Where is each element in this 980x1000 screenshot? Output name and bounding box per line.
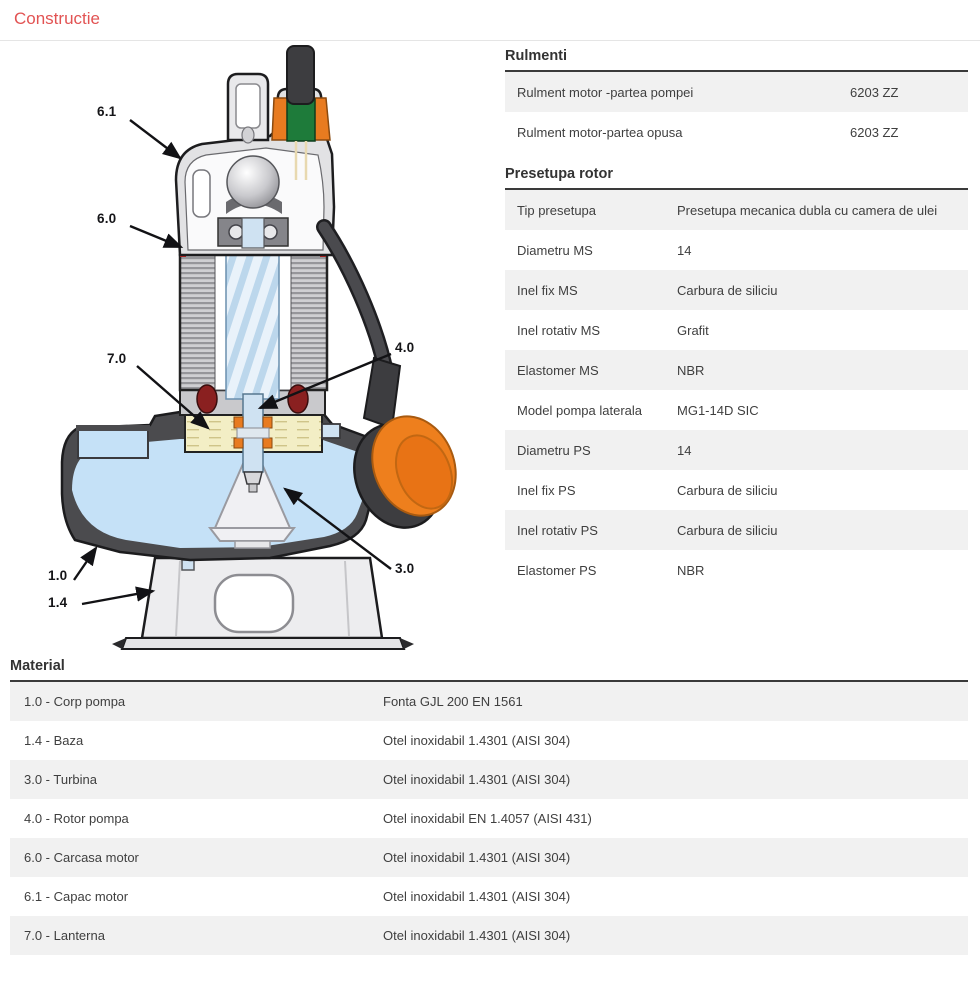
- row-value: Otel inoxidabil EN 1.4057 (AISI 431): [383, 811, 592, 826]
- table-row: [505, 310, 968, 350]
- presetupa-table-body: [505, 190, 968, 590]
- row-value: Grafit: [677, 322, 709, 338]
- handle: [228, 74, 268, 143]
- material-table-title: Material: [10, 658, 968, 682]
- table-row: [10, 760, 968, 799]
- row-label: Inel rotativ MS: [517, 322, 601, 338]
- row-label: 1.0 - Corp pompa: [24, 694, 126, 709]
- row-value: Fonta GJL 200 EN 1561: [383, 694, 523, 709]
- table-row: [505, 350, 968, 390]
- row-value: Otel inoxidabil 1.4301 (AISI 304): [383, 850, 571, 865]
- diagram-label-1-4: 1.4: [48, 595, 68, 610]
- table-row: [10, 721, 968, 760]
- row-label: 7.0 - Lanterna: [24, 928, 105, 943]
- row-label: Inel fix PS: [517, 482, 576, 498]
- diagram-label-3-0: 3.0: [395, 561, 415, 576]
- row-value: Carbura de siliciu: [677, 282, 778, 298]
- row-label: 1.4 - Baza: [24, 733, 84, 748]
- title-divider: [0, 40, 980, 41]
- row-value: 14: [677, 242, 692, 258]
- table-row: [10, 682, 968, 721]
- material-table-body: [10, 682, 968, 955]
- row-value: 14: [677, 442, 692, 458]
- rulmenti-table: [505, 48, 968, 152]
- diagram-label-7-0: 7.0: [107, 351, 127, 366]
- rulmenti-table-body: [505, 72, 968, 152]
- row-label: 6.1 - Capac motor: [24, 889, 129, 904]
- table-row: [10, 799, 968, 838]
- table-row: [505, 230, 968, 270]
- diagram-label-1-0: 1.0: [48, 568, 68, 583]
- row-value: 6203 ZZ: [850, 84, 899, 100]
- table-row: [10, 916, 968, 955]
- row-label: Inel fix MS: [517, 282, 578, 298]
- specs-panel: [505, 48, 968, 590]
- row-value: Carbura de siliciu: [677, 482, 778, 498]
- row-label: Model pompa laterala: [517, 402, 643, 418]
- diagram-label-6-1: 6.1: [97, 104, 117, 119]
- row-value: Otel inoxidabil 1.4301 (AISI 304): [383, 928, 571, 943]
- row-label: Elastomer PS: [517, 562, 597, 578]
- row-label: Inel rotativ PS: [517, 522, 598, 538]
- table-row: [505, 112, 968, 152]
- row-label: Diametru PS: [517, 442, 591, 458]
- row-value: 6203 ZZ: [850, 124, 899, 140]
- row-label: Elastomer MS: [517, 362, 599, 378]
- table-row: [505, 390, 968, 430]
- row-value: NBR: [677, 362, 705, 378]
- row-label: 6.0 - Carcasa motor: [24, 850, 139, 865]
- row-label: Rulment motor-partea opusa: [517, 124, 683, 140]
- row-value: Otel inoxidabil 1.4301 (AISI 304): [383, 772, 571, 787]
- row-label: 4.0 - Rotor pompa: [24, 811, 129, 826]
- material-table: [10, 658, 968, 955]
- table-row: [505, 72, 968, 112]
- table-row: [505, 270, 968, 310]
- table-row: [505, 470, 968, 510]
- table-row: [10, 877, 968, 916]
- pump-cutaway-diagram: [30, 42, 470, 658]
- table-row: [505, 190, 968, 230]
- diagram-label-4-0: 4.0: [395, 340, 415, 355]
- row-value: Otel inoxidabil 1.4301 (AISI 304): [383, 733, 571, 748]
- row-value: NBR: [677, 562, 705, 578]
- row-value: Presetupa mecanica dubla cu camera de ulei: [677, 202, 938, 218]
- table-row: [10, 838, 968, 877]
- row-label: 3.0 - Turbina: [24, 772, 97, 787]
- table-row: [505, 550, 968, 590]
- row-value: Otel inoxidabil 1.4301 (AISI 304): [383, 889, 571, 904]
- table-row: [505, 510, 968, 550]
- page-title: Constructie: [14, 9, 100, 28]
- presetupa-table-title: Presetupa rotor: [505, 166, 968, 190]
- table-row: [505, 430, 968, 470]
- rulmenti-table-title: Rulmenti: [505, 48, 968, 72]
- row-label: Rulment motor -partea pompei: [517, 84, 694, 100]
- row-label: Tip presetupa: [517, 202, 597, 218]
- diagram-label-6-0: 6.0: [97, 211, 117, 226]
- row-label: Diametru MS: [517, 242, 593, 258]
- row-value: Carbura de siliciu: [677, 522, 778, 538]
- presetupa-table: [505, 166, 968, 590]
- row-value: MG1-14D SIC: [677, 402, 759, 418]
- pump-base: [112, 558, 414, 649]
